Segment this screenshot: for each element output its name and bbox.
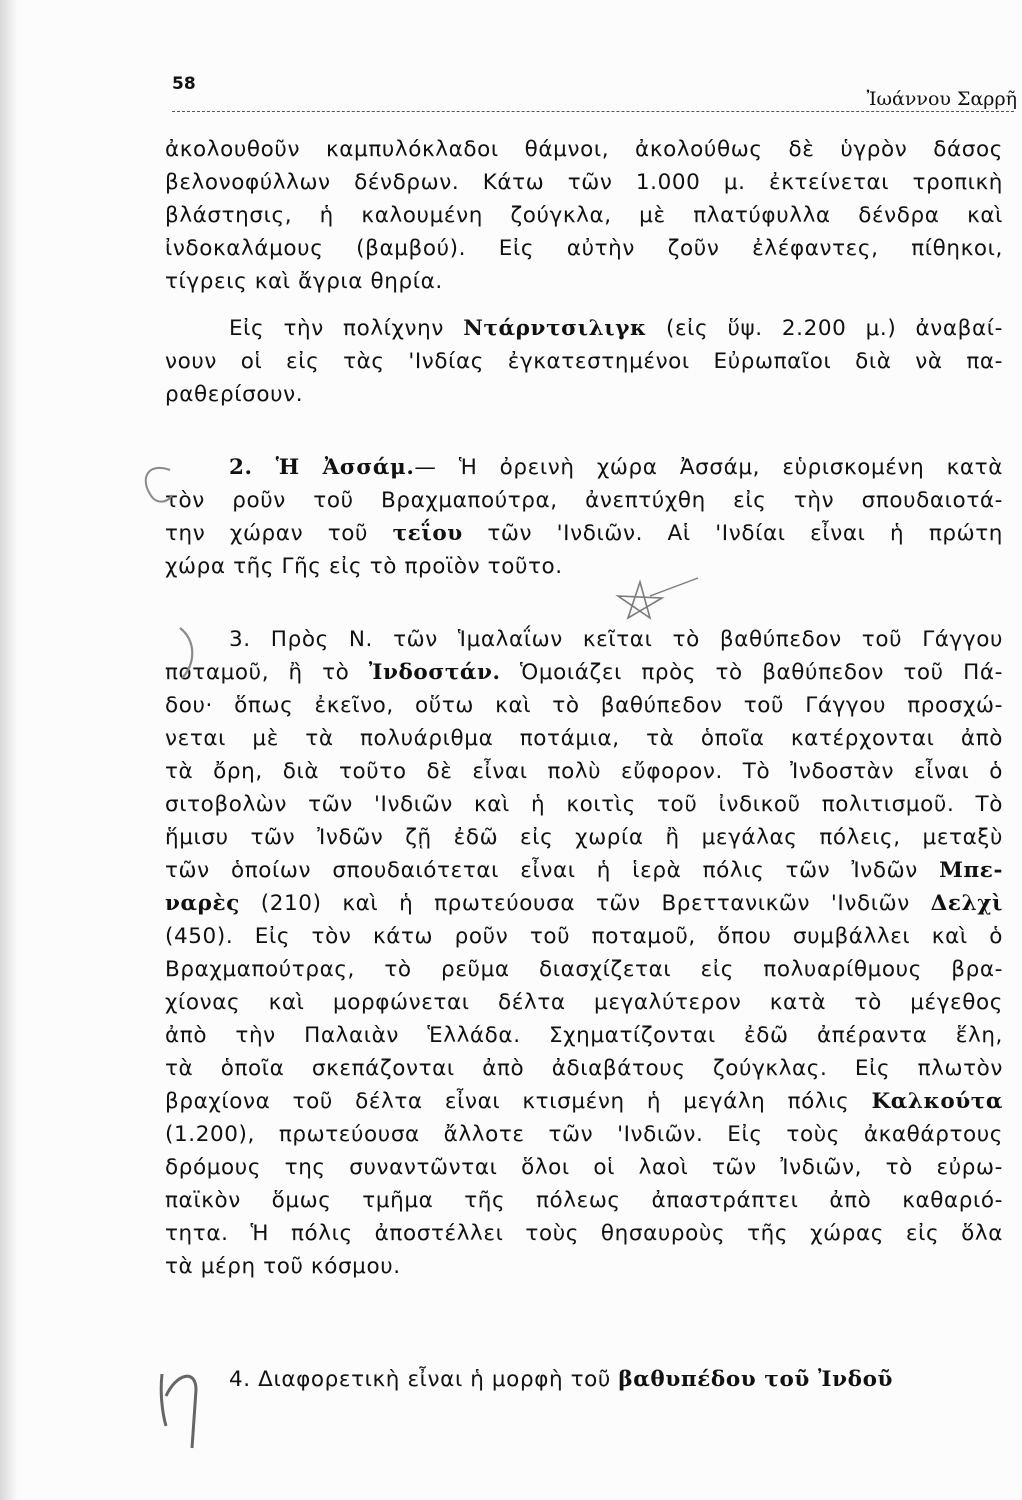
text-line: (1.200), πρωτεύουσα ἄλλοτε τῶν 'Ινδιῶν. Εἰς τοὺς ἀκαθάρτους	[165, 1122, 1003, 1147]
text-line: χίονας καὶ μορφώνεται δέλτα μεγαλύτερον κατὰ τὸ μέγεθος	[165, 990, 1003, 1015]
place-name: Καλκούτα	[871, 1089, 1003, 1114]
emphasis: τεΐου	[392, 521, 463, 546]
place-name: Ἰνδοστάν.	[368, 660, 501, 685]
text-line: ραθερίσουν.	[165, 382, 304, 407]
text-line: τὰ ὄρη, διὰ τοῦτο δὲ εἶναι πολὺ εὔφορον. Τὸ Ἰνδοστὰν εἶναι ὁ	[165, 759, 1003, 784]
text-line	[165, 518, 1003, 550]
binding-shadow	[0, 0, 18, 1500]
text-line: βλάστησις, ἡ καλουμένη ζούγκλα, μὲ πλατύφυλλα δένδρα καὶ	[165, 203, 1003, 228]
text-line	[229, 452, 1003, 484]
pencil-eta	[161, 1374, 196, 1448]
text-line: τὰ μέρη τοῦ κόσμου.	[165, 1254, 401, 1279]
text-run: Εἰς τὴν πολίχνην	[229, 316, 464, 341]
text-run: (εἰς ὕψ. 2.200 μ.) ἀναβαί-	[646, 316, 1003, 341]
header-rule	[172, 111, 1014, 112]
text-line	[229, 1364, 1003, 1396]
text-line: τίγρεις καὶ ἄγρια θηρία.	[165, 269, 443, 294]
text-line: δου· ὅπως ἐκεῖνο, οὕτω καὶ τὸ βαθύπεδον τοῦ Γάγγου προσχώ-	[165, 693, 1003, 718]
text-line: νεται μὲ τὰ πολυάριθμα ποτάμια, τὰ ὁποῖα κατέρχονται ἀπὸ	[165, 726, 1003, 751]
page-header	[172, 68, 1017, 108]
text-line: βελονοφύλλων δένδρων. Κάτω τῶν 1.000 μ. ἐκτείνεται τροπικὴ	[165, 170, 1003, 195]
text-run: βραχίονα τοῦ δέλτα εἶναι κτισμένη ἡ μεγάλη πόλις	[165, 1089, 872, 1114]
text-run: ποταμοῦ, ἢ τὸ	[165, 660, 369, 685]
text-run: 4. Διαφορετικὴ εἶναι ἡ μορφὴ τοῦ	[229, 1367, 619, 1392]
text-run: τῶν ὁποίων σπουδαιότεται εἶναι ἡ ἱερὰ πόλις τῶν Ἰνδῶν	[165, 858, 940, 883]
text-run: την χώραν τοῦ	[165, 521, 393, 546]
text-line: τητα. Ἡ πόλις ἀποστέλλει τοὺς θησαυροὺς τῆς χώρας εἰς ὅλα	[165, 1221, 1003, 1246]
text-run: (210) καὶ ἡ πρωτεύουσα τῶν Βρεττανικῶν 'Ινδιῶν	[239, 891, 931, 916]
text-line: ἀπὸ τὴν Παλαιὰν Ἑλλάδα. Σχηματίζονται ἐδῶ ἀπέραντα ἕλη,	[165, 1023, 1003, 1048]
text-line: (450). Εἰς τὸν κάτω ροῦν τοῦ ποταμοῦ, ὅπου συμβάλλει καὶ ὁ	[165, 924, 1003, 949]
text-line	[165, 657, 1003, 689]
place-name: Μπε-	[939, 858, 1003, 883]
text-line: σιτοβολὼν τῶν 'Ινδιῶν καὶ ἡ κοιτὶς τοῦ ἰνδικοῦ πολιτισμοῦ. Τὸ	[165, 792, 1003, 817]
text-line: ἥμισυ τῶν Ἰνδῶν ζῇ ἐδῶ εἰς χωρία ἢ μεγάλας πόλεις, μεταξὺ	[165, 825, 1003, 850]
place-name: Ντάρντσιλιγκ	[463, 316, 647, 341]
text-run: τῶν 'Ινδιῶν. Αἱ 'Ινδίαι εἶναι ἡ πρώτη	[462, 521, 1003, 546]
star-doodle-icon	[618, 582, 662, 618]
place-name: ναρὲς	[165, 891, 240, 916]
text-line: ἀκολουθοῦν καμπυλόκλαδοι θάμνοι, ἀκολούθως δὲ ὑγρὸν δάσος	[165, 137, 1003, 162]
text-line: χώρα τῆς Γῆς εἰς τὸ προϊὸν τοῦτο.	[165, 554, 563, 579]
text-run: Ὁμοιάζει πρὸς τὸ βαθύπεδον τοῦ Πά-	[500, 660, 1003, 685]
text-run: — Ἡ ὀρεινὴ χώρα Ἀσσάμ, εὑρισκομένη κατὰ	[414, 455, 1003, 480]
text-line: δρόμους της συναντῶνται ὅλοι οἱ λαοὶ τῶν Ἰνδιῶν, τὸ εὐρω-	[165, 1155, 1003, 1180]
text-line: ἰνδοκαλάμους (βαμβού). Εἰς αὐτὴν ζοῦν ἐλέφαντες, πίθηκοι,	[165, 236, 1003, 261]
page-number: 58	[172, 74, 196, 94]
place-name: βαθυπέδου τοῦ Ἰνδοῦ	[618, 1367, 894, 1392]
text-line: τὸν ροῦν τοῦ Βραχμαπούτρα, ἀνεπτύχθη εἰς τὴν σπουδαιοτά-	[165, 488, 1003, 513]
text-line: 3. Πρὸς Ν. τῶν Ἱμαλαΐων κεῖται τὸ βαθύπεδον τοῦ Γάγγου	[229, 627, 1003, 652]
section-heading: 2. Ἡ Ἀσσάμ.	[229, 455, 415, 480]
text-line	[165, 1086, 1003, 1118]
text-line: τὰ ὁποῖα σκεπάζονται ἀπὸ ἀδιαβάτους ζούγκλας. Εἰς πλωτὸν	[165, 1056, 1003, 1081]
text-line	[165, 855, 1003, 887]
running-head: Ἰωάννου Σαρρῆ	[866, 88, 1017, 110]
text-line	[165, 888, 1003, 920]
text-line: Βραχμαπούτρας, τὸ ρεῦμα διασχίζεται εἰς πολυαρίθμους βρα-	[165, 957, 1003, 982]
text-line: νουν οἱ εἰς τὰς 'Ινδίας ἐγκατεστημένοι Εὐρωπαῖοι διὰ νὰ πα-	[165, 349, 1003, 374]
place-name: Δελχὶ	[930, 891, 1003, 916]
text-line: παϊκὸν ὅμως τμῆμα τῆς πόλεως ἀπαστράπτει ἀπὸ καθαριό-	[165, 1188, 1003, 1213]
text-line	[229, 313, 1003, 345]
